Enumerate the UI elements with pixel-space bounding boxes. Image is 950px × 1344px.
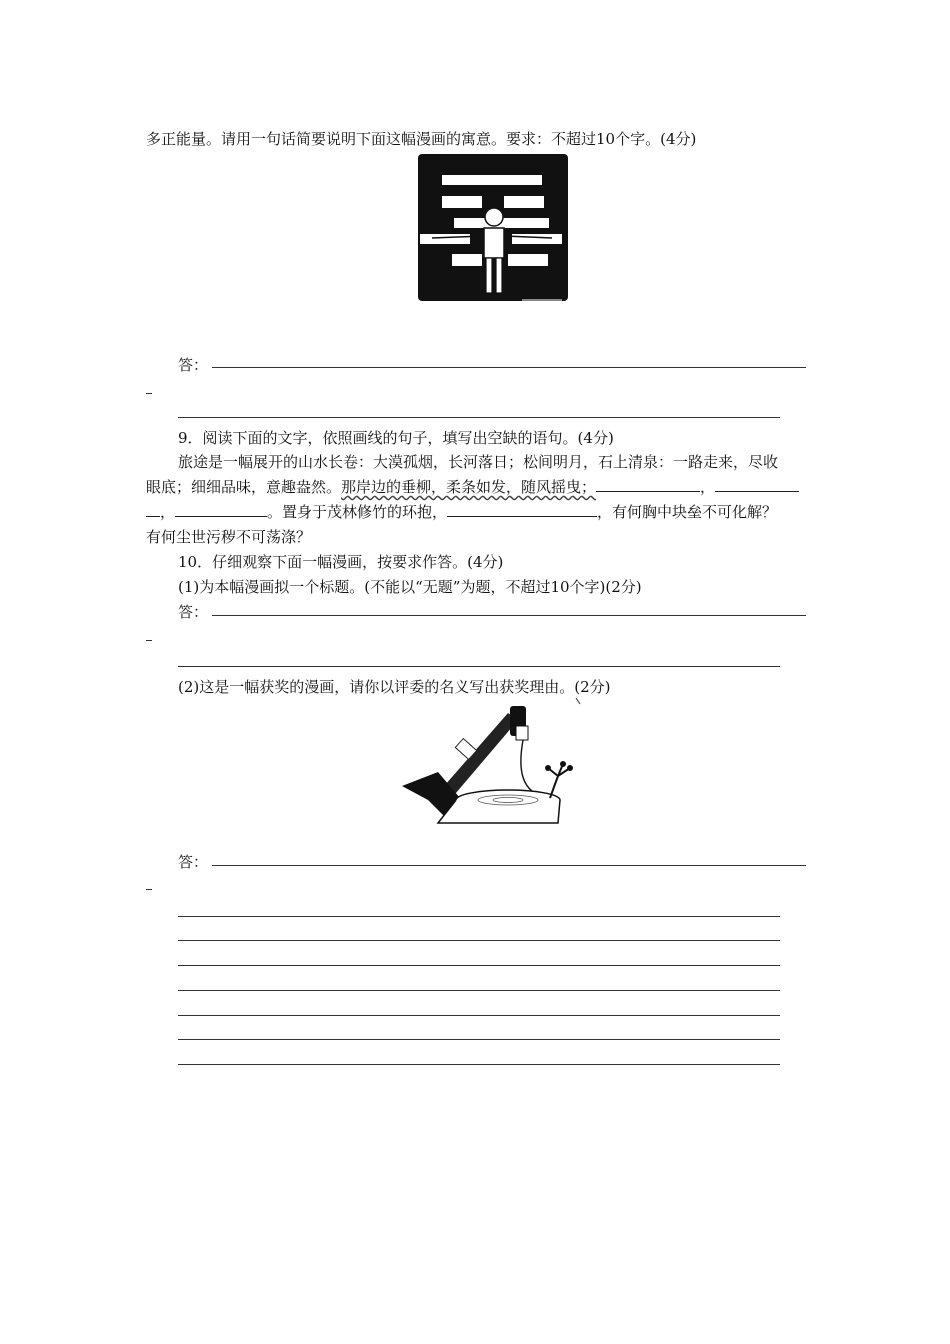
stray-dash bbox=[146, 889, 152, 890]
q9-line2 bbox=[146, 476, 799, 497]
q9-comma: ， bbox=[700, 478, 716, 496]
answer-line[interactable] bbox=[178, 1015, 780, 1016]
fill-blank-2-cont[interactable] bbox=[146, 502, 160, 517]
q9-line1: 旅途是一幅展开的山水长卷：大漠孤烟，长河落日；松间明月，石上清泉：一路走来，尽收 bbox=[178, 453, 779, 471]
q10-title: 10．仔细观察下面一幅漫画，按要求作答。(4分) bbox=[178, 553, 504, 571]
cartoon-poison-figure bbox=[412, 150, 572, 305]
answer-line[interactable] bbox=[178, 1064, 780, 1065]
fill-blank-3[interactable] bbox=[175, 502, 267, 517]
q10-sub1: (1)为本幅漫画拟一个标题。(不能以“无题”为题，不超过10个字)(2分) bbox=[178, 578, 642, 596]
answer-line[interactable] bbox=[212, 865, 806, 866]
q9-line2-text: 眼底；细细品味，意趣盎然。 bbox=[146, 478, 342, 496]
answer-line[interactable] bbox=[178, 940, 780, 941]
fill-blank-4[interactable] bbox=[447, 502, 597, 517]
q9-title: 9．阅读下面的文字，依照画线的句子，填写出空缺的语句。(4分) bbox=[178, 429, 614, 447]
answer-line[interactable] bbox=[178, 417, 780, 418]
fill-blank-1[interactable] bbox=[596, 477, 700, 492]
q10-answer-label1: 答： bbox=[178, 603, 209, 621]
answer-line[interactable] bbox=[178, 916, 780, 917]
stray-dash bbox=[146, 393, 152, 394]
q10-answer-label2: 答： bbox=[178, 853, 209, 871]
q8-answer-label: 答： bbox=[178, 356, 209, 374]
answer-line[interactable] bbox=[178, 990, 780, 991]
q9-line4: 有何尘世污秽不可荡涤？ bbox=[146, 528, 312, 546]
answer-line[interactable] bbox=[212, 615, 806, 616]
q8-intro: 多正能量。请用一句话简要说明下面这幅漫画的寓意。要求：不超过10个字。(4分) bbox=[146, 130, 697, 148]
answer-line[interactable] bbox=[178, 965, 780, 966]
fill-blank-2[interactable] bbox=[715, 477, 799, 492]
q9-comma2: ， bbox=[160, 503, 176, 521]
answer-line[interactable] bbox=[212, 367, 806, 368]
q9-line3-end: ，有何胸中块垒不可化解？ bbox=[597, 503, 778, 521]
q9-underlined-sentence: 那岸边的垂柳，柔条如发，随风摇曳； bbox=[341, 478, 597, 496]
answer-line[interactable] bbox=[178, 1039, 780, 1040]
stray-dash bbox=[146, 640, 152, 641]
cartoon-axe-stump bbox=[398, 698, 588, 833]
q9-line3 bbox=[146, 501, 777, 522]
q10-sub2: (2)这是一幅获奖的漫画，请你以评委的名义写出获奖理由。(2分) bbox=[178, 678, 611, 696]
answer-line[interactable] bbox=[178, 666, 780, 667]
q9-line3-mid: 。置身于茂林修竹的环抱， bbox=[267, 503, 448, 521]
